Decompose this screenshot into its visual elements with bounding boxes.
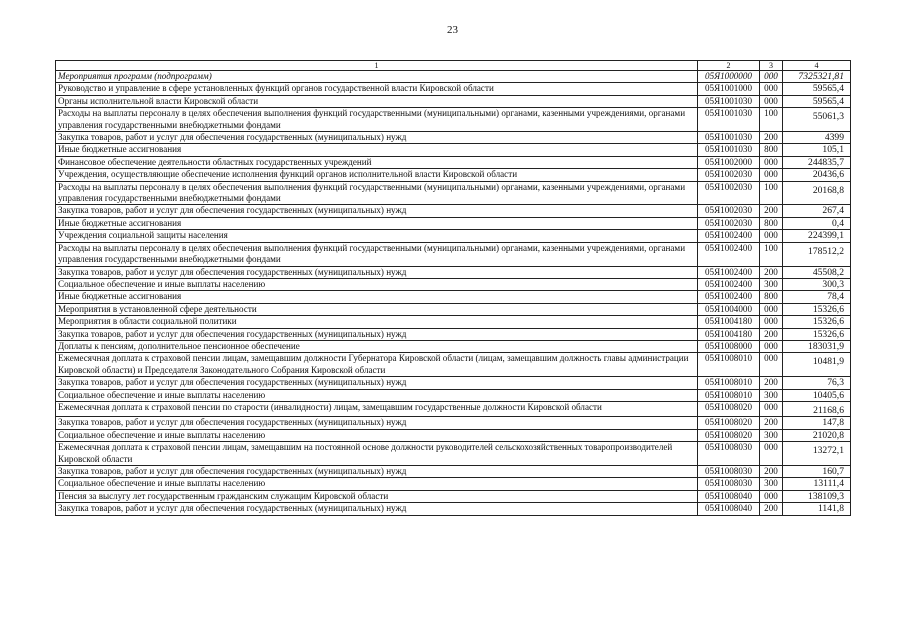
row-code-cell: 05Я1001000 xyxy=(698,83,760,95)
row-type-cell: 000 xyxy=(760,353,783,377)
row-type-cell: 100 xyxy=(760,108,783,132)
budget-table xyxy=(55,60,851,516)
table-row xyxy=(56,478,851,490)
row-name-cell: Закупка товаров, работ и услуг для обеспечения государственных (муниципальных) нужд xyxy=(56,328,698,340)
row-name-cell: Пенсия за выслугу лет государственным гражданским служащим Кировской области xyxy=(56,490,698,502)
row-name-cell: Доплаты к пенсиям, дополнительное пенсионное обеспечение xyxy=(56,340,698,352)
row-amount-cell: 1141,8 xyxy=(783,503,851,515)
row-type-cell: 000 xyxy=(760,83,783,95)
table-row xyxy=(56,217,851,229)
row-code-cell: 05Я1002030 xyxy=(698,169,760,181)
table-row xyxy=(56,303,851,315)
table-row xyxy=(56,266,851,278)
table-row xyxy=(56,466,851,478)
table-row xyxy=(56,442,851,466)
row-code-cell: 05Я1001030 xyxy=(698,108,760,132)
table-row xyxy=(56,377,851,389)
row-type-cell: 200 xyxy=(760,466,783,478)
row-code-cell: 05Я1008040 xyxy=(698,490,760,502)
row-type-cell: 800 xyxy=(760,217,783,229)
row-name-cell: Социальное обеспечение и иные выплаты населению xyxy=(56,389,698,401)
row-amount-cell: 10405,6 xyxy=(783,389,851,401)
column-header-name: 1 xyxy=(56,61,698,71)
row-type-cell: 000 xyxy=(760,401,783,416)
row-name-cell: Иные бюджетные ассигнования xyxy=(56,217,698,229)
table-row xyxy=(56,71,851,83)
table-row xyxy=(56,490,851,502)
table-row xyxy=(56,95,851,107)
row-name-cell: Руководство и управление в сфере установленных функций органов государственной власти Кировской области xyxy=(56,83,698,95)
row-amount-cell: 15326,6 xyxy=(783,303,851,315)
table-row xyxy=(56,108,851,132)
row-code-cell: 05Я1008020 xyxy=(698,417,760,429)
row-amount-cell: 20168,8 xyxy=(783,181,851,205)
row-type-cell: 200 xyxy=(760,377,783,389)
row-amount-cell: 21168,6 xyxy=(783,401,851,416)
row-name-cell: Закупка товаров, работ и услуг для обеспечения государственных (муниципальных) нужд xyxy=(56,266,698,278)
table-row xyxy=(56,132,851,144)
row-name-cell: Финансовое обеспечение деятельности областных государственных учреждений xyxy=(56,156,698,168)
row-amount-cell: 76,3 xyxy=(783,377,851,389)
row-amount-cell: 147,8 xyxy=(783,417,851,429)
row-code-cell: 05Я1002000 xyxy=(698,156,760,168)
row-amount-cell: 55061,3 xyxy=(783,108,851,132)
row-amount-cell: 15326,6 xyxy=(783,316,851,328)
row-code-cell: 05Я1002030 xyxy=(698,217,760,229)
row-amount-cell: 244835,7 xyxy=(783,156,851,168)
row-name-cell: Иные бюджетные ассигнования xyxy=(56,144,698,156)
row-name-cell: Закупка товаров, работ и услуг для обеспечения государственных (муниципальных) нужд xyxy=(56,132,698,144)
row-code-cell: 05Я1004180 xyxy=(698,316,760,328)
row-amount-cell: 267,4 xyxy=(783,205,851,217)
row-type-cell: 000 xyxy=(760,230,783,242)
row-type-cell: 100 xyxy=(760,242,783,266)
row-type-cell: 200 xyxy=(760,266,783,278)
row-type-cell: 300 xyxy=(760,278,783,290)
row-code-cell: 05Я1008030 xyxy=(698,478,760,490)
row-name-cell: Учреждения, осуществляющие обеспечение исполнения функций органов исполнительной власти Кировской области xyxy=(56,169,698,181)
row-amount-cell: 10481,9 xyxy=(783,353,851,377)
row-code-cell: 05Я1002030 xyxy=(698,205,760,217)
row-name-cell: Ежемесячная доплата к страховой пенсии лицам, замещавшим должности Губернатора Кировской области (лицам, замещавшим должность главы администрации Кировской области) и Председателя Законодательного Собрания Кировской области xyxy=(56,353,698,377)
row-name-cell: Органы исполнительной власти Кировской области xyxy=(56,95,698,107)
row-type-cell: 000 xyxy=(760,95,783,107)
table-row xyxy=(56,144,851,156)
row-type-cell: 300 xyxy=(760,389,783,401)
row-name-cell: Закупка товаров, работ и услуг для обеспечения государственных (муниципальных) нужд xyxy=(56,417,698,429)
table-row xyxy=(56,340,851,352)
row-code-cell: 05Я1004180 xyxy=(698,328,760,340)
table-row xyxy=(56,429,851,441)
table-row xyxy=(56,503,851,515)
row-name-cell: Закупка товаров, работ и услуг для обеспечения государственных (муниципальных) нужд xyxy=(56,503,698,515)
row-name-cell: Социальное обеспечение и иные выплаты населению xyxy=(56,429,698,441)
row-code-cell: 05Я1000000 xyxy=(698,71,760,83)
row-type-cell: 200 xyxy=(760,503,783,515)
row-code-cell: 05Я1001030 xyxy=(698,95,760,107)
table-row xyxy=(56,242,851,266)
row-amount-cell: 4399 xyxy=(783,132,851,144)
row-code-cell: 05Я1008010 xyxy=(698,353,760,377)
row-code-cell: 05Я1008020 xyxy=(698,401,760,416)
row-type-cell: 800 xyxy=(760,291,783,303)
row-type-cell: 200 xyxy=(760,132,783,144)
table-row xyxy=(56,83,851,95)
row-name-cell: Мероприятия программ (подпрограмм) xyxy=(56,71,698,83)
row-amount-cell: 138109,3 xyxy=(783,490,851,502)
column-header-type: 3 xyxy=(760,61,783,71)
row-name-cell: Иные бюджетные ассигнования xyxy=(56,291,698,303)
row-type-cell: 000 xyxy=(760,156,783,168)
row-amount-cell: 300,3 xyxy=(783,278,851,290)
row-type-cell: 300 xyxy=(760,478,783,490)
row-amount-cell: 13111,4 xyxy=(783,478,851,490)
row-code-cell: 05Я1008010 xyxy=(698,389,760,401)
row-code-cell: 05Я1008020 xyxy=(698,429,760,441)
row-amount-cell: 178512,2 xyxy=(783,242,851,266)
row-type-cell: 000 xyxy=(760,442,783,466)
row-code-cell: 05Я1002400 xyxy=(698,230,760,242)
row-name-cell: Учреждения социальной защиты населения xyxy=(56,230,698,242)
row-name-cell: Расходы на выплаты персоналу в целях обеспечения выполнения функций государственными (муниципальными) органами, казенными учреждениями, органами управления государственными внебюджетными фондами xyxy=(56,108,698,132)
row-amount-cell: 21020,8 xyxy=(783,429,851,441)
row-code-cell: 05Я1008030 xyxy=(698,442,760,466)
table-row xyxy=(56,205,851,217)
table-row xyxy=(56,353,851,377)
table-header-row xyxy=(56,61,851,71)
row-code-cell: 05Я1002400 xyxy=(698,278,760,290)
column-header-amount: 4 xyxy=(783,61,851,71)
row-name-cell: Закупка товаров, работ и услуг для обеспечения государственных (муниципальных) нужд xyxy=(56,466,698,478)
row-name-cell: Расходы на выплаты персоналу в целях обеспечения выполнения функций государственными (муниципальными) органами, казенными учреждениями, органами управления государственными внебюджетными фондами xyxy=(56,181,698,205)
row-name-cell: Расходы на выплаты персоналу в целях обеспечения выполнения функций государственными (муниципальными) органами, казенными учреждениями, органами управления государственными внебюджетными фондами xyxy=(56,242,698,266)
table-row xyxy=(56,181,851,205)
row-type-cell: 200 xyxy=(760,205,783,217)
row-type-cell: 000 xyxy=(760,490,783,502)
table-row xyxy=(56,230,851,242)
row-amount-cell: 183031,9 xyxy=(783,340,851,352)
row-type-cell: 800 xyxy=(760,144,783,156)
row-type-cell: 200 xyxy=(760,417,783,429)
row-code-cell: 05Я1001030 xyxy=(698,144,760,156)
row-type-cell: 000 xyxy=(760,169,783,181)
column-header-code: 2 xyxy=(698,61,760,71)
table-row xyxy=(56,401,851,416)
table-row xyxy=(56,328,851,340)
row-code-cell: 05Я1008030 xyxy=(698,466,760,478)
row-code-cell: 05Я1002030 xyxy=(698,181,760,205)
table-row xyxy=(56,156,851,168)
page-number: 23 xyxy=(447,24,458,36)
row-type-cell: 200 xyxy=(760,328,783,340)
row-type-cell: 000 xyxy=(760,340,783,352)
row-amount-cell: 7325321,81 xyxy=(783,71,851,83)
table-row xyxy=(56,169,851,181)
table-row xyxy=(56,389,851,401)
row-code-cell: 05Я1001030 xyxy=(698,132,760,144)
table-row xyxy=(56,291,851,303)
row-name-cell: Мероприятия в установленной сфере деятельности xyxy=(56,303,698,315)
row-name-cell: Социальное обеспечение и иные выплаты населению xyxy=(56,478,698,490)
row-name-cell: Закупка товаров, работ и услуг для обеспечения государственных (муниципальных) нужд xyxy=(56,205,698,217)
row-name-cell: Ежемесячная доплата к страховой пенсии лицам, замещавшим на постоянной основе должности руководителей сельскохозяйственных товаропроизводителей Кировской области xyxy=(56,442,698,466)
table-row xyxy=(56,417,851,429)
row-type-cell: 000 xyxy=(760,303,783,315)
row-code-cell: 05Я1008010 xyxy=(698,377,760,389)
row-amount-cell: 105,1 xyxy=(783,144,851,156)
row-code-cell: 05Я1002400 xyxy=(698,291,760,303)
table-row xyxy=(56,278,851,290)
row-type-cell: 300 xyxy=(760,429,783,441)
row-amount-cell: 45508,2 xyxy=(783,266,851,278)
row-type-cell: 100 xyxy=(760,181,783,205)
row-code-cell: 05Я1008040 xyxy=(698,503,760,515)
row-amount-cell: 59565,4 xyxy=(783,95,851,107)
row-amount-cell: 59565,4 xyxy=(783,83,851,95)
row-amount-cell: 0,4 xyxy=(783,217,851,229)
row-name-cell: Мероприятия в области социальной политики xyxy=(56,316,698,328)
row-code-cell: 05Я1004000 xyxy=(698,303,760,315)
row-type-cell: 000 xyxy=(760,316,783,328)
row-amount-cell: 160,7 xyxy=(783,466,851,478)
row-amount-cell: 224399,1 xyxy=(783,230,851,242)
row-amount-cell: 13272,1 xyxy=(783,442,851,466)
row-type-cell: 000 xyxy=(760,71,783,83)
row-amount-cell: 20436,6 xyxy=(783,169,851,181)
row-code-cell: 05Я1002400 xyxy=(698,266,760,278)
row-amount-cell: 78,4 xyxy=(783,291,851,303)
row-code-cell: 05Я1002400 xyxy=(698,242,760,266)
row-name-cell: Ежемесячная доплата к страховой пенсии по старости (инвалидности) лицам, замещавшим государственные должности Кировской области xyxy=(56,401,698,416)
table-row xyxy=(56,316,851,328)
row-code-cell: 05Я1008000 xyxy=(698,340,760,352)
row-name-cell: Закупка товаров, работ и услуг для обеспечения государственных (муниципальных) нужд xyxy=(56,377,698,389)
budget-table-body xyxy=(56,61,851,516)
row-name-cell: Социальное обеспечение и иные выплаты населению xyxy=(56,278,698,290)
row-amount-cell: 15326,6 xyxy=(783,328,851,340)
